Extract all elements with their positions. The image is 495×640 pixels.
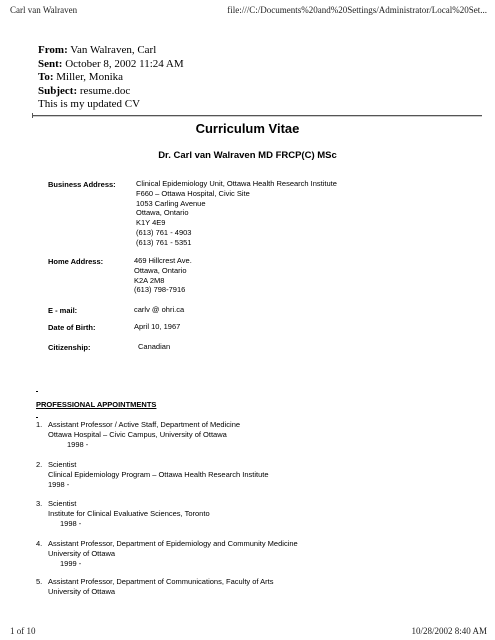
- page-title-header: Carl van Walraven: [10, 5, 78, 15]
- business-address-block: [136, 179, 337, 248]
- home-line: K2A 2M8: [134, 275, 165, 285]
- email-sent-row: [38, 58, 184, 72]
- from-value: Van Walraven, Carl: [70, 44, 157, 56]
- appointment-line: Institute for Clinical Evaluative Sciences, Toronto: [48, 508, 210, 518]
- email-header: [38, 44, 184, 112]
- divider-tick: [32, 113, 36, 118]
- email-value: carlv @ ohri.ca: [134, 305, 185, 314]
- subject-label: Subject:: [38, 84, 78, 97]
- appointment-number: 3.: [36, 499, 43, 508]
- home-address-label: Home Address:: [48, 257, 104, 266]
- appointment-item: [36, 460, 269, 489]
- appointment-line: Assistant Professor, Department of Epidemiology and Community Medicine: [48, 539, 298, 548]
- business-address-label: Business Address:: [48, 180, 116, 189]
- email-from-row: [38, 44, 184, 58]
- email-to-row: [38, 71, 184, 85]
- page-number-footer: 1 of 10: [10, 626, 36, 636]
- appointment-item: [36, 539, 298, 568]
- appointment-line: University of Ottawa: [48, 548, 116, 558]
- subject-value: resume.doc: [79, 84, 131, 97]
- business-line: (613) 761 - 5351: [136, 237, 192, 247]
- header-divider: [32, 115, 482, 117]
- appointment-item: [36, 499, 210, 528]
- appointment-line: 1998 -: [67, 439, 89, 449]
- to-value: Miller, Monika: [56, 71, 124, 83]
- business-line: 1053 Carling Avenue: [136, 198, 206, 208]
- citizenship-value: Canadian: [138, 342, 171, 351]
- business-line: Clinical Epidemiology Unit, Ottawa Health Research Institute: [136, 179, 337, 188]
- appointment-line: Clinical Epidemiology Program – Ottawa Health Research Institute: [48, 469, 269, 479]
- cv-title: Curriculum Vitae: [195, 121, 300, 136]
- business-line: K1Y 4E9: [136, 218, 166, 228]
- home-line: Ottawa, Ontario: [134, 265, 187, 275]
- to-label: To:: [38, 71, 54, 83]
- appointment-number: 1.: [36, 420, 43, 429]
- appointments-heading: PROFESSIONAL APPOINTMENTS: [36, 400, 157, 409]
- business-line: F660 – Ottawa Hospital, Civic Site: [136, 188, 250, 198]
- bullet-mark: [36, 417, 38, 418]
- home-line: 469 Hillcrest Ave.: [134, 256, 192, 265]
- email-body: This is my updated CV: [38, 98, 141, 110]
- citizenship-label: Citizenship:: [48, 343, 91, 352]
- cv-name: Dr. Carl van Walraven MD FRCP(C) MSc: [158, 150, 337, 161]
- home-line: (613) 798-7916: [134, 285, 186, 295]
- appointment-line: Scientist: [48, 460, 77, 469]
- bullet-mark: [36, 391, 38, 392]
- appointment-number: 2.: [36, 460, 43, 469]
- email-subject-row: [38, 85, 184, 99]
- appointment-line: 1999 -: [60, 558, 82, 568]
- appointment-line: 1998 -: [60, 518, 82, 528]
- appointment-number: 4.: [36, 539, 43, 548]
- from-label: From:: [38, 44, 68, 56]
- appointment-number: 5.: [36, 577, 43, 586]
- dob-value: April 10, 1967: [134, 322, 181, 331]
- email-label: E - mail:: [48, 306, 78, 315]
- appointment-item: [36, 577, 274, 597]
- sent-label: Sent:: [38, 57, 63, 70]
- page-url-header: file:///C:/Documents%20and%20Settings/Administrator/Local%20Set...: [227, 5, 487, 15]
- print-timestamp-footer: 10/28/2002 8:40 AM: [411, 626, 487, 636]
- business-line: Ottawa, Ontario: [136, 208, 189, 218]
- appointment-line: Assistant Professor / Active Staff, Department of Medicine: [48, 420, 241, 429]
- appointment-line: Scientist: [48, 499, 77, 508]
- appointment-line: 1998 -: [48, 479, 70, 489]
- appointment-line: University of Ottawa: [48, 586, 116, 596]
- sent-value: October 8, 2002 11:24 AM: [65, 57, 184, 70]
- home-address-block: [134, 256, 192, 295]
- appointment-line: Ottawa Hospital – Civic Campus, University of Ottawa: [48, 429, 227, 439]
- business-line: (613) 761 - 4903: [136, 227, 192, 237]
- dob-label: Date of Birth:: [48, 323, 96, 332]
- appointment-item: [36, 420, 240, 449]
- appointment-line: Assistant Professor, Department of Communications, Faculty of Arts: [48, 577, 274, 586]
